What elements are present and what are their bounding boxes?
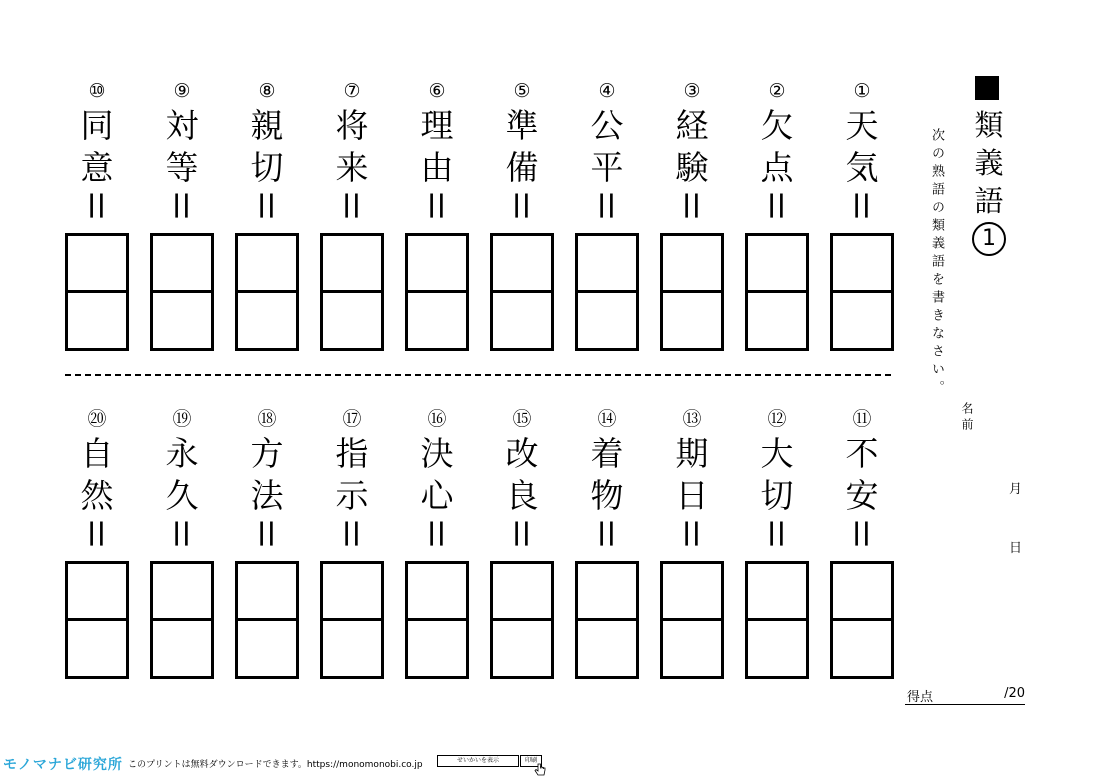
footer: [0, 752, 1100, 776]
answer-box[interactable]: [660, 561, 724, 679]
title-char-3: 語: [974, 184, 1004, 218]
word-char-1: 対: [165, 106, 199, 145]
equals-sign: ||: [682, 518, 702, 546]
title-square-icon: [975, 76, 999, 100]
word-char-2: 安: [845, 476, 879, 515]
word-char-2: 験: [675, 148, 709, 187]
word-char-2: 心: [420, 476, 454, 515]
question-number: ⑮: [512, 408, 532, 430]
word-char-1: 大: [760, 434, 794, 473]
question-number: ⑩: [88, 80, 106, 102]
box-divider: [408, 618, 466, 621]
question-number: ⑭: [597, 408, 617, 430]
word-char-2: 等: [165, 148, 199, 187]
question-number: ⑳: [87, 408, 107, 430]
question-number: ⑦: [343, 80, 361, 102]
answer-box[interactable]: [320, 561, 384, 679]
box-divider: [748, 290, 806, 293]
answer-box[interactable]: [745, 233, 809, 351]
equals-sign: ||: [342, 190, 362, 218]
equals-sign: ||: [597, 190, 617, 218]
month-label: 月: [1009, 482, 1023, 497]
question-number: ⑯: [427, 408, 447, 430]
section-divider: [65, 374, 891, 376]
box-divider: [833, 290, 891, 293]
word-char-2: 良: [505, 476, 539, 515]
instruction-text: 次の熟語の類義語を書きなさい。: [929, 128, 944, 398]
word-char-1: 決: [420, 434, 454, 473]
answer-box[interactable]: [830, 233, 894, 351]
answer-box[interactable]: [65, 233, 129, 351]
word-char-2: 法: [250, 476, 284, 515]
word-char-1: 親: [250, 106, 284, 145]
word-char-2: 然: [80, 476, 114, 515]
word-char-1: 着: [590, 434, 624, 473]
box-divider: [578, 290, 636, 293]
equals-sign: ||: [427, 518, 447, 546]
answer-box[interactable]: [150, 561, 214, 679]
score-total: /20: [1004, 686, 1025, 701]
word-char-2: 気: [845, 148, 879, 187]
word-char-2: 備: [505, 148, 539, 187]
question-number: ⑪: [852, 408, 872, 430]
box-divider: [323, 290, 381, 293]
question-number: ⑫: [767, 408, 787, 430]
title-char-2: 義: [974, 146, 1004, 180]
answer-box[interactable]: [575, 561, 639, 679]
word-char-2: 物: [590, 476, 624, 515]
answer-box[interactable]: [490, 233, 554, 351]
word-char-2: 切: [760, 476, 794, 515]
word-char-1: 自: [80, 434, 114, 473]
question-number: ②: [768, 80, 786, 102]
equals-sign: ||: [767, 518, 787, 546]
box-divider: [323, 618, 381, 621]
box-divider: [238, 290, 296, 293]
question-number: ⑬: [682, 408, 702, 430]
title-char-1: 類: [974, 108, 1004, 142]
equals-sign: ||: [852, 518, 872, 546]
equals-sign: ||: [852, 190, 872, 218]
word-char-2: 点: [760, 148, 794, 187]
answer-box[interactable]: [235, 233, 299, 351]
question-number: ⑤: [513, 80, 531, 102]
equals-sign: ||: [87, 518, 107, 546]
box-divider: [493, 618, 551, 621]
box-divider: [493, 290, 551, 293]
footer-text: このプリントは無料ダウンロードできます。https://monomonobi.co.jp: [128, 760, 423, 770]
equals-sign: ||: [342, 518, 362, 546]
word-char-1: 欠: [760, 106, 794, 145]
answer-box[interactable]: [320, 233, 384, 351]
title-number: 1: [972, 222, 1006, 256]
word-char-2: 切: [250, 148, 284, 187]
word-char-1: 永: [165, 434, 199, 473]
question-number: ④: [598, 80, 616, 102]
answer-box[interactable]: [745, 561, 809, 679]
box-divider: [663, 618, 721, 621]
box-divider: [748, 618, 806, 621]
word-char-2: 平: [590, 148, 624, 187]
box-divider: [663, 290, 721, 293]
equals-sign: ||: [682, 190, 702, 218]
equals-sign: ||: [87, 190, 107, 218]
equals-sign: ||: [172, 518, 192, 546]
answer-box[interactable]: [405, 233, 469, 351]
equals-sign: ||: [172, 190, 192, 218]
question-number: ⑥: [428, 80, 446, 102]
question-number: ①: [853, 80, 871, 102]
question-number: ⑱: [257, 408, 277, 430]
word-char-1: 改: [505, 434, 539, 473]
word-char-1: 同: [80, 106, 114, 145]
answer-box[interactable]: [235, 561, 299, 679]
box-divider: [833, 618, 891, 621]
equals-sign: ||: [767, 190, 787, 218]
show-answer-button[interactable]: せいかいを表示: [437, 755, 519, 767]
box-divider: [238, 618, 296, 621]
answer-box[interactable]: [65, 561, 129, 679]
equals-sign: ||: [512, 190, 532, 218]
box-divider: [153, 618, 211, 621]
equals-sign: ||: [512, 518, 532, 546]
word-char-2: 意: [80, 148, 114, 187]
word-char-1: 公: [590, 106, 624, 145]
logo: モノマナビ研究所: [3, 757, 123, 773]
word-char-1: 理: [420, 106, 454, 145]
question-number: ⑰: [342, 408, 362, 430]
word-char-1: 指: [335, 434, 369, 473]
word-char-1: 経: [675, 106, 709, 145]
answer-box[interactable]: [490, 561, 554, 679]
day-label: 日: [1009, 541, 1023, 556]
word-char-1: 天: [845, 106, 879, 145]
box-divider: [68, 618, 126, 621]
question-number: ⑲: [172, 408, 192, 430]
word-char-2: 久: [165, 476, 199, 515]
equals-sign: ||: [257, 190, 277, 218]
word-char-2: 由: [420, 148, 454, 187]
answer-box[interactable]: [405, 561, 469, 679]
equals-sign: ||: [597, 518, 617, 546]
question-number: ③: [683, 80, 701, 102]
box-divider: [68, 290, 126, 293]
equals-sign: ||: [427, 190, 447, 218]
score-label: 得点: [907, 690, 934, 705]
hand-cursor-icon: [534, 763, 546, 777]
answer-box[interactable]: [150, 233, 214, 351]
equals-sign: ||: [257, 518, 277, 546]
word-char-1: 期: [675, 434, 709, 473]
word-char-1: 方: [250, 434, 284, 473]
answer-box[interactable]: [575, 233, 639, 351]
word-char-1: 準: [505, 106, 539, 145]
answer-box[interactable]: [830, 561, 894, 679]
score-field[interactable]: [905, 686, 1025, 705]
word-char-2: 日: [675, 476, 709, 515]
box-divider: [153, 290, 211, 293]
word-char-1: 不: [845, 434, 879, 473]
name-label: 名前: [960, 402, 974, 434]
answer-box[interactable]: [660, 233, 724, 351]
box-divider: [408, 290, 466, 293]
print-button[interactable]: 印刷: [520, 755, 542, 767]
question-number: ⑧: [258, 80, 276, 102]
word-char-2: 来: [335, 148, 369, 187]
question-number: ⑨: [173, 80, 191, 102]
word-char-1: 将: [335, 106, 369, 145]
box-divider: [578, 618, 636, 621]
word-char-2: 示: [335, 476, 369, 515]
